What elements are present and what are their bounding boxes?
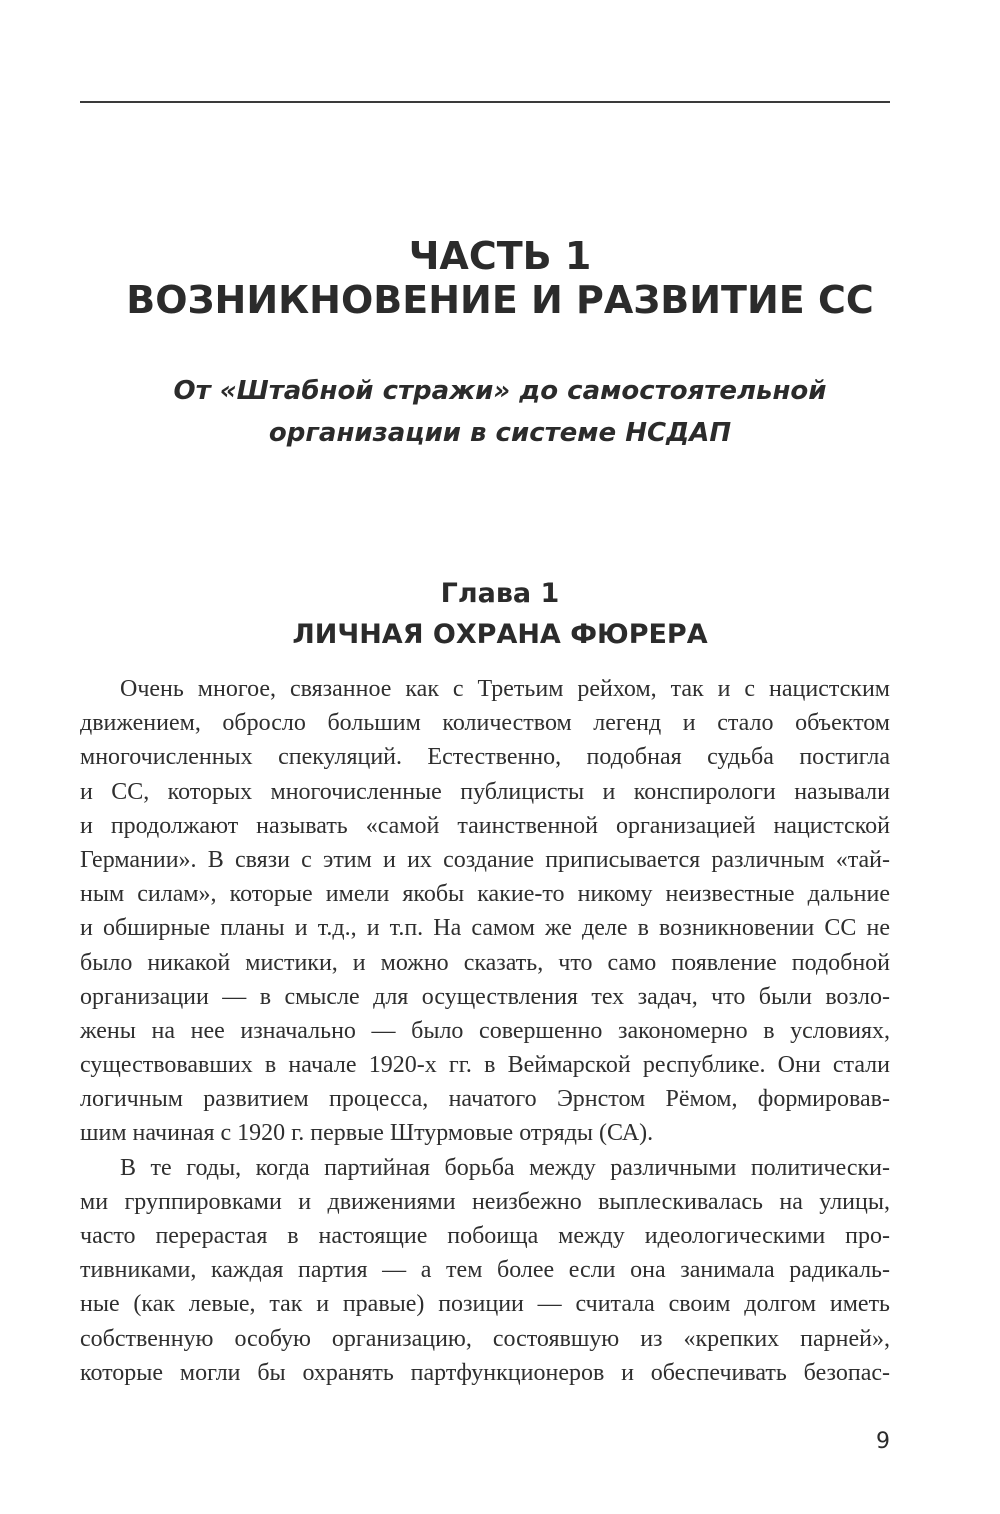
text-line: ным силам», которые имели якобы какие-то никому неизвестные дальние <box>80 881 890 908</box>
page-number: 9 <box>876 1429 890 1454</box>
text-line: было никакой мистики, и можно сказать, что само появление подобной <box>80 949 890 976</box>
body-text <box>80 672 890 1390</box>
text-line: собственную особую организацию, состоявшую из «крепких парней», <box>80 1325 890 1352</box>
chapter-number: Глава 1 <box>440 578 560 609</box>
text-line: движением, обросло большим количеством легенд и стало объектом <box>80 710 890 737</box>
text-line: и обширные планы и т.д., и т.п. На самом же деле в возникновении СС не <box>80 915 890 942</box>
text-line: шим начиная с 1920 г. первые Штурмовые отряды (СА). <box>80 1120 654 1147</box>
text-line: ми группировками и движениями неизбежно выплескивалась на улицы, <box>80 1188 890 1215</box>
part-subtitle <box>0 370 1000 454</box>
chapter-title: ЛИЧНАЯ ОХРАНА ФЮРЕРА <box>292 619 708 650</box>
text-line: Очень многое, связанное как с Третьим рейхом, так и с нацистским <box>120 676 890 702</box>
text-line: и СС, которых многочисленные публицисты и конспирологи называли <box>80 778 890 805</box>
text-line: организации — в смысле для осуществления тех задач, что были возло- <box>80 983 890 1010</box>
part-number: ЧАСТЬ 1 <box>408 234 592 278</box>
text-line: и продолжают называть «самой таинственной организацией нацистской <box>80 812 890 839</box>
text-line: тивниками, каждая партия — а тем более если она занимала радикаль- <box>80 1257 890 1284</box>
part-title: ВОЗНИКНОВЕНИЕ И РАЗВИТИЕ СС <box>126 278 874 322</box>
header-rule <box>80 101 890 103</box>
paragraph-2 <box>80 1151 890 1390</box>
text-line: жены на нее изначально — было совершенно закономерно в условиях, <box>80 1017 890 1044</box>
text-line: существовавших в начале 1920-х гг. в Веймарской республике. Они стали <box>80 1052 890 1079</box>
text-line: логичным развитием процесса, начатого Эрнстом Рёмом, формировав- <box>80 1086 890 1113</box>
text-line: ные (как левые, так и правые) позиции — считала своим долгом иметь <box>80 1291 890 1318</box>
part-subtitle-line: От «Штабной стражи» до самостоятельной <box>173 376 827 406</box>
text-line: многочисленных спекуляций. Естественно, подобная судьба постигла <box>80 744 890 771</box>
text-line: В те годы, когда партийная борьба между различными политически- <box>120 1154 890 1181</box>
text-line: Германии». В связи с этим и их создание приписывается различным «тай- <box>80 846 890 873</box>
text-line: которые могли бы охранять партфункционеров и обеспечивать безопас- <box>80 1359 890 1386</box>
text-line: часто перерастая в настоящие побоища между идеологическими про- <box>80 1223 890 1249</box>
paragraph-1 <box>80 672 890 1151</box>
part-subtitle-line: организации в системе НСДАП <box>268 418 732 448</box>
